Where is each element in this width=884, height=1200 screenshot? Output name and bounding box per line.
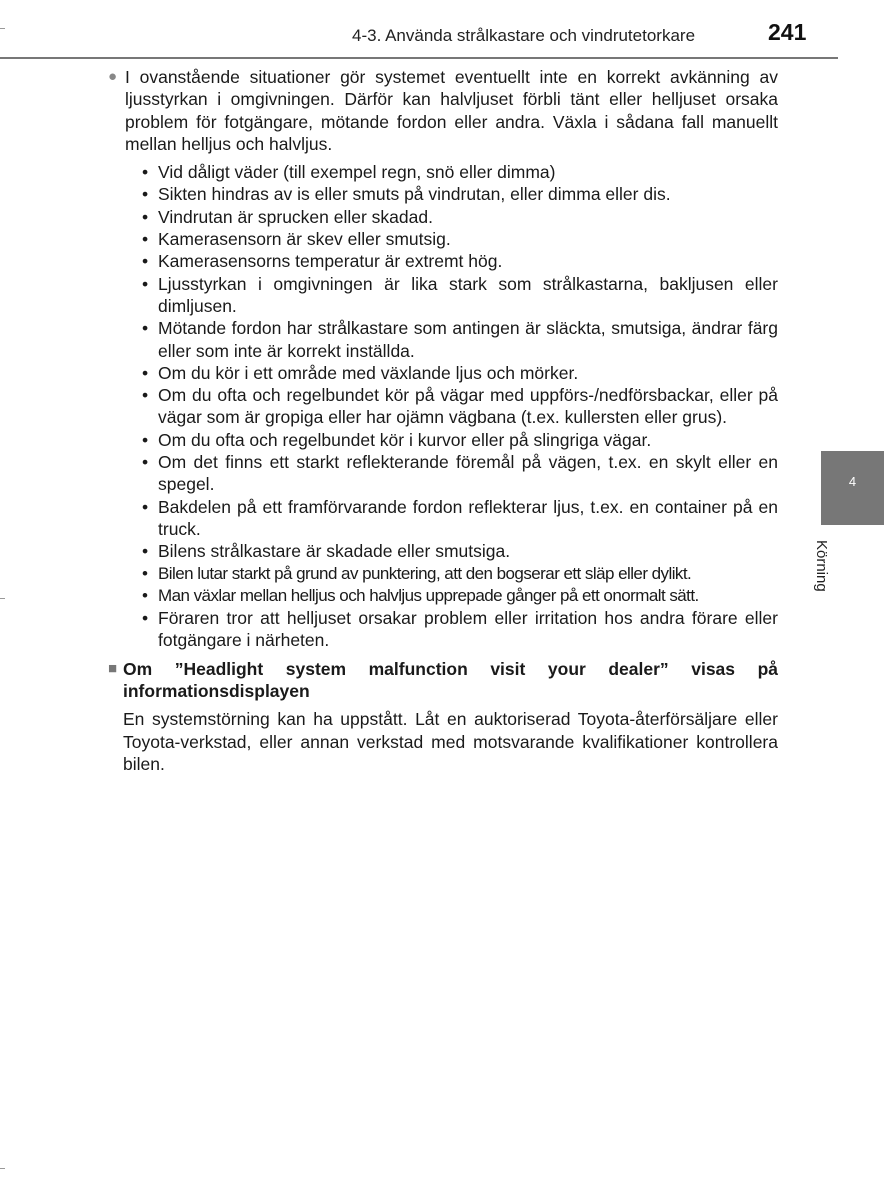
list-item: • Bilens strålkastare är skadade eller smutsiga. (142, 540, 778, 562)
header-rule (0, 57, 838, 59)
list-item: • Om du ofta och regelbundet kör i kurvor eller på slingriga vägar. (142, 429, 778, 451)
square-bullet-icon: ■ (108, 659, 118, 677)
crop-mark (0, 28, 5, 29)
circle-bullet-icon: ● (108, 68, 118, 85)
intro-paragraph (108, 66, 778, 155)
list-item: • Om du kör i ett område med växlande ljus och mörker. (142, 362, 778, 384)
intro-text: I ovanstående situationer gör systemet eventuellt inte en korrekt avkänning av ljusstyrkan i omgivningen. Därför kan halvljuset förbli tänt eller helljuset orsaka problem för fotgängare, mötande fordon eller andra. Växla i sådana fall manuellt mellan helljus och halvljus. (125, 67, 778, 154)
crop-mark (0, 598, 5, 599)
section-heading: Om ”Headlight system malfunction visit your dealer” visas på informationsdisplayen (123, 658, 778, 702)
conditions-list (108, 161, 778, 652)
list-item: • Mötande fordon har strålkastare som antingen är släckta, smutsiga, ändrar färg eller som inte är korrekt inställda. (142, 317, 778, 362)
list-item: • Bilen lutar starkt på grund av punktering, att den bogserar ett släp eller dylikt. (142, 563, 778, 585)
list-item: • Sikten hindras av is eller smuts på vindrutan, eller dimma eller dis. (142, 183, 778, 205)
list-item: • Vid dåligt väder (till exempel regn, snö eller dimma) (142, 161, 778, 183)
crop-mark (0, 1168, 5, 1169)
list-item: • Ljusstyrkan i omgivningen är lika stark som strålkastarna, bakljusen eller dimljusen. (142, 273, 778, 318)
list-item: • Kamerasensorn är skev eller smutsig. (142, 228, 778, 250)
list-item: • Om du ofta och regelbundet kör på vägar med uppförs-/nedförsbackar, eller på vägar som är gropiga eller har ojämn vägbana (t.ex. kullersten eller grus). (142, 384, 778, 429)
chapter-label: Körning (813, 540, 830, 592)
list-item: • Föraren tror att helljuset orsakar problem eller irritation hos andra förare eller fotgängare i närheten. (142, 607, 778, 652)
chapter-tab[interactable] (821, 451, 884, 525)
list-item: • Man växlar mellan helljus och halvljus upprepade gånger på ett onormalt sätt. (142, 585, 778, 607)
section-body: En systemstörning kan ha uppstått. Låt en auktoriserad Toyota-återförsäljare eller Toyota-verkstad, eller annan verkstad med motsvarande kvalifikationer kontrollera bilen. (123, 709, 778, 774)
chapter-number: 4 (848, 474, 857, 489)
page-content (108, 66, 778, 775)
list-item: • Bakdelen på ett framförvarande fordon reflekterar ljus, t.ex. en container på en truck. (142, 496, 778, 541)
list-item: • Kamerasensorns temperatur är extremt hög. (142, 250, 778, 272)
list-item: • Vindrutan är sprucken eller skadad. (142, 206, 778, 228)
malfunction-section (108, 658, 778, 703)
page-number: 241 (768, 19, 807, 45)
list-item: • Om det finns ett starkt reflekterande föremål på vägen, t.ex. en skylt eller en spegel. (142, 451, 778, 496)
section-title: 4-3. Använda strålkastare och vindrutetorkare (352, 26, 696, 45)
